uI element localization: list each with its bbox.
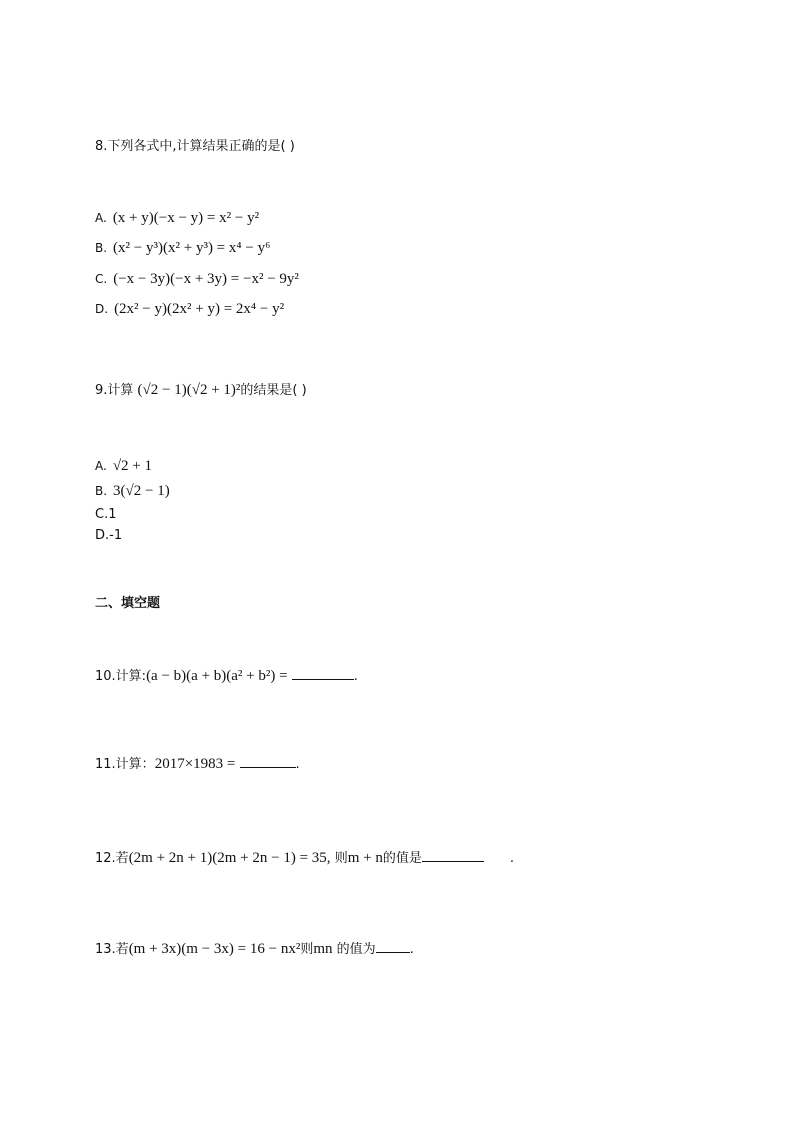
option-label: B. — [95, 241, 108, 255]
q9-prefix: 9.计算 — [95, 383, 134, 398]
section-heading-fill-in: 二、填空题 — [95, 596, 161, 611]
q8-option-d — [95, 299, 284, 320]
answer-blank[interactable] — [292, 665, 354, 680]
q11-expression: 2017×1983 = — [154, 756, 236, 772]
q8-option-b — [95, 238, 270, 259]
option-expression: 1 — [108, 507, 117, 522]
q12-expression: (2m + 2n + 1)(2m + 2n − 1) = 35, — [128, 850, 331, 866]
q8-option-a — [95, 208, 259, 229]
q12-middle: 则 — [334, 851, 348, 866]
q13-expression: (m + 3x)(m − 3x) = 16 − nx² — [128, 941, 301, 957]
q8-option-c — [95, 269, 299, 290]
q12-prefix: 12.若 — [95, 851, 129, 866]
option-expression: √2 + 1 — [112, 458, 153, 474]
q12-end: . — [509, 851, 515, 866]
option-label: A. — [95, 459, 107, 473]
question-12 — [95, 847, 514, 869]
option-label: C. — [95, 272, 108, 286]
q11-prefix: 11.计算： — [95, 757, 155, 772]
q12-suffix: 的值是 — [382, 851, 422, 866]
option-label: C. — [95, 507, 109, 522]
answer-blank[interactable] — [422, 847, 484, 862]
q9-option-a — [95, 456, 152, 477]
q13-expression-2: mn — [313, 941, 333, 957]
option-label: D. — [95, 528, 110, 543]
answer-blank[interactable] — [240, 753, 296, 768]
q13-prefix: 13.若 — [95, 942, 129, 957]
question-10 — [95, 665, 358, 687]
q13-end: . — [409, 942, 414, 957]
option-expression: -1 — [109, 528, 123, 543]
q11-suffix: . — [295, 757, 300, 772]
q10-suffix: . — [353, 669, 358, 684]
option-label: A. — [95, 211, 107, 225]
q10-prefix: 10.计算: — [95, 669, 147, 684]
option-expression: 3(√2 − 1) — [113, 483, 170, 499]
option-expression: (x² − y³)(x² + y³) = x⁴ − y⁶ — [113, 240, 271, 256]
q12-expression-2: m + n — [347, 850, 383, 866]
answer-blank[interactable] — [376, 938, 410, 953]
q10-expression: (a − b)(a + b)(a² + b²) = — [146, 668, 288, 684]
q9-option-c — [95, 505, 117, 525]
q9-option-d — [95, 526, 122, 546]
option-label: D. — [95, 302, 109, 316]
option-label: B. — [95, 484, 108, 498]
q13-suffix: 的值为 — [336, 942, 376, 957]
question-11 — [95, 753, 300, 775]
question-8-stem: 8.下列各式中,计算结果正确的是( ) — [95, 139, 295, 154]
q9-suffix: 的结果是( ) — [240, 383, 307, 398]
option-expression: (−x − 3y)(−x + 3y) = −x² − 9y² — [113, 271, 299, 287]
question-13 — [95, 938, 414, 960]
q9-option-b — [95, 481, 170, 502]
q9-expression: (√2 − 1)(√2 + 1)² — [137, 382, 241, 398]
q13-middle: 则 — [300, 942, 314, 957]
option-expression: (x + y)(−x − y) = x² − y² — [112, 210, 260, 226]
question-9-stem — [95, 380, 307, 401]
option-expression: (2x² − y)(2x² + y) = 2x⁴ − y² — [114, 301, 285, 317]
